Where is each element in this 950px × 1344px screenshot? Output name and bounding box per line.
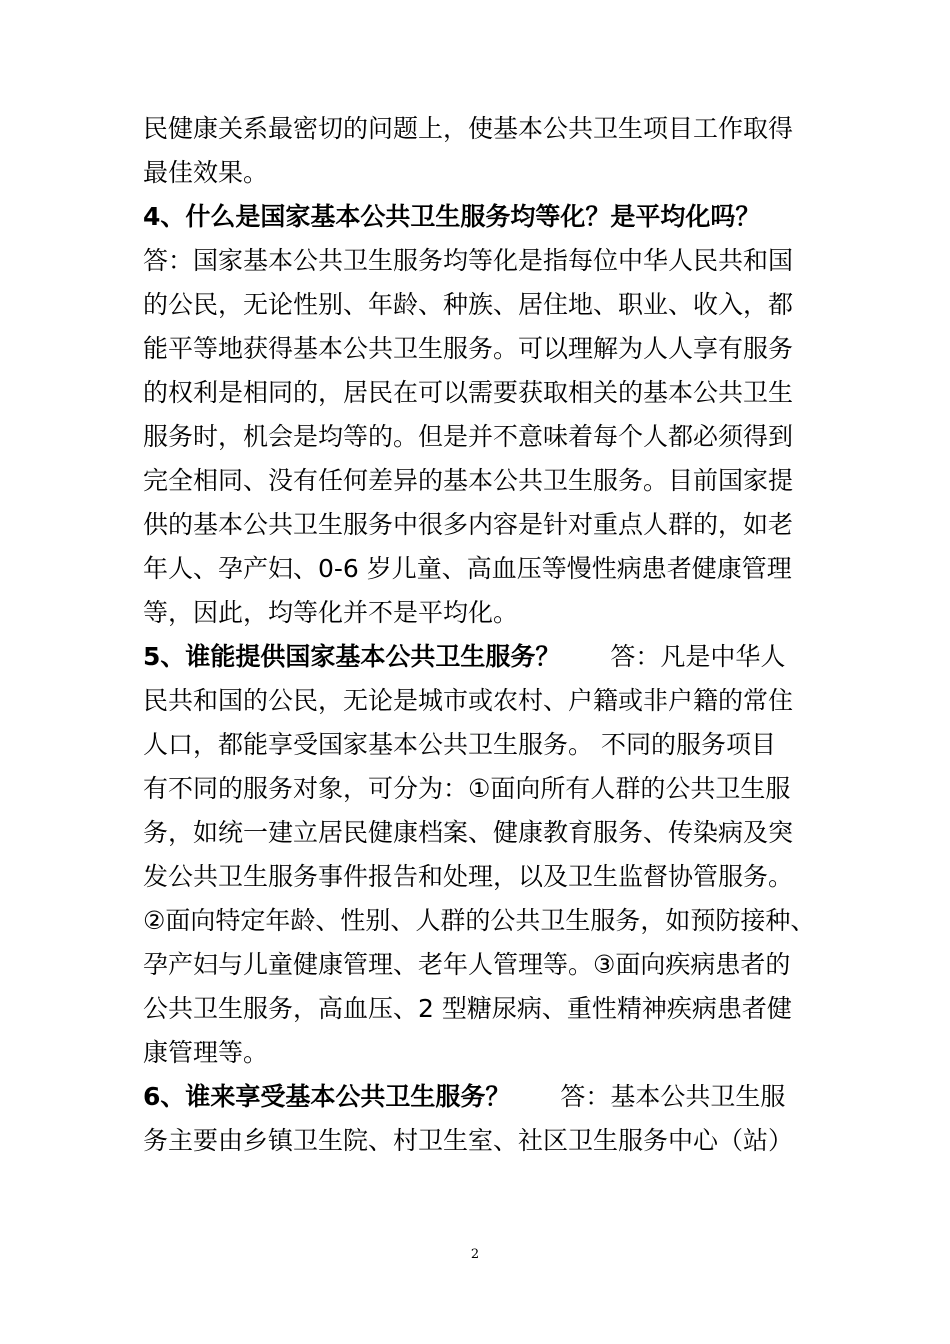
text-line: 能平等地获得基本公共卫生服务。可以理解为人人享有服务	[143, 334, 794, 363]
text-line: 的公民，无论性别、年龄、种族、居住地、职业、收入，都	[143, 290, 794, 319]
question-heading-4: 4、什么是国家基本公共卫生服务均等化？是平均化吗？	[143, 202, 761, 231]
text-line: 务主要由乡镇卫生院、村卫生室、社区卫生服务中心（站）	[143, 1126, 794, 1155]
text-line: 人口，都能享受国家基本公共卫生服务。 不同的服务项目	[143, 730, 776, 759]
document-body	[143, 107, 823, 1163]
text-line: 民共和国的公民，无论是城市或农村、户籍或非户籍的常住	[143, 686, 794, 715]
answer-start: 答：基本公共卫生服	[560, 1082, 786, 1111]
text-line: 康管理等。	[143, 1038, 269, 1067]
text-line: 服务时，机会是均等的。但是并不意味着每个人都必须得到	[143, 422, 794, 451]
text-line: 公共卫生服务，高血压、2 型糖尿病、重性精神疾病患者健	[143, 994, 792, 1023]
text-line: 答：国家基本公共卫生服务均等化是指每位中华人民共和国	[143, 246, 794, 275]
text-line: 孕产妇与儿童健康管理、老年人管理等。③面向疾病患者的	[143, 950, 791, 979]
text-line: 有不同的服务对象，可分为：①面向所有人群的公共卫生服	[143, 774, 791, 803]
text-line: 发公共卫生服务事件报告和处理，以及卫生监督协管服务。	[143, 862, 794, 891]
text-line: 务，如统一建立居民健康档案、健康教育服务、传染病及突	[143, 818, 794, 847]
page-number: 2	[470, 1247, 480, 1262]
question-line-5	[143, 635, 823, 679]
text-line: ②面向特定年龄、性别、人群的公共卫生服务，如预防接种、	[143, 906, 816, 935]
question-heading-5: 5、谁能提供国家基本公共卫生服务？	[143, 642, 561, 671]
text-line: 的权利是相同的，居民在可以需要获取相关的基本公共卫生	[143, 378, 794, 407]
question-heading-6: 6、谁来享受基本公共卫生服务？	[143, 1082, 511, 1111]
text-line: 年人、孕产妇、0-6 岁儿童、高血压等慢性病患者健康管理	[143, 554, 792, 583]
text-line: 完全相同、没有任何差异的基本公共卫生服务。目前国家提	[143, 466, 794, 495]
text-line: 民健康关系最密切的问题上，使基本公共卫生项目工作取得	[143, 114, 794, 143]
text-line: 供的基本公共卫生服务中很多内容是针对重点人群的，如老	[143, 510, 794, 539]
text-line: 等，因此，均等化并不是平均化。	[143, 598, 519, 627]
question-line-6	[143, 1075, 823, 1119]
answer-start: 答：凡是中华人	[610, 642, 786, 671]
text-line: 最佳效果。	[143, 158, 269, 187]
